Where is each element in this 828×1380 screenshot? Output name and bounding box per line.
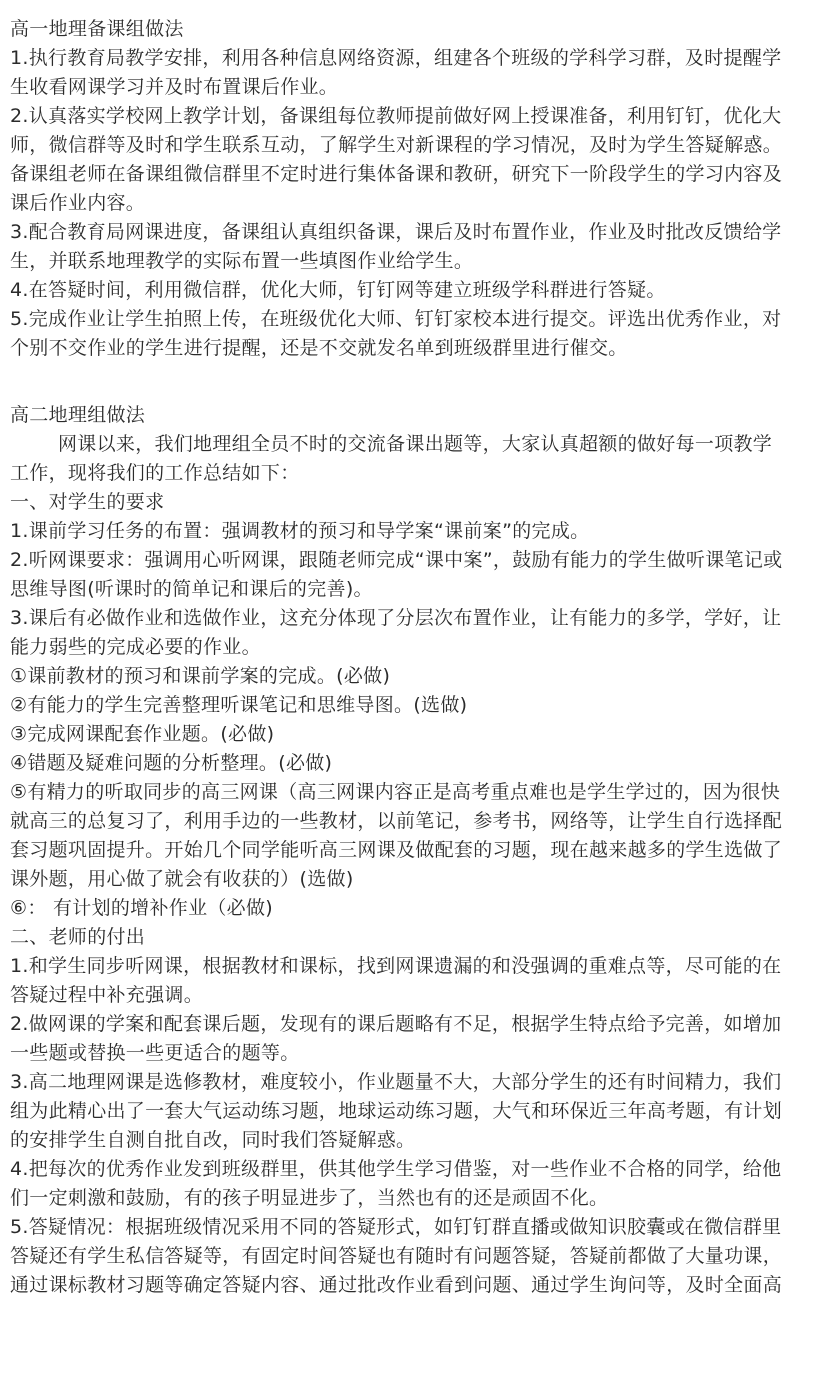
text-line: 3.课后有必做作业和选做作业，这充分体现了分层次布置作业，让有能力的多学，学好，让 bbox=[10, 607, 782, 629]
text-line: 2.听网课要求：强调用心听网课，跟随老师完成“课中案”，鼓励有能力的学生做听课笔记或 bbox=[10, 549, 783, 571]
section2-intro bbox=[10, 430, 822, 488]
text-line: 1.和学生同步听网课，根据教材和课标，找到网课遗漏的和没强调的重难点等，尽可能的在 bbox=[10, 955, 782, 977]
text-line: 4.在答疑时间，利用微信群，优化大师，钉钉网等建立班级学科群进行答疑。 bbox=[10, 279, 666, 301]
text-line: 通过课标教材习题等确定答疑内容、通过批改作业看到问题、通过学生询问等，及时全面高 bbox=[10, 1274, 783, 1296]
text-line: 课外题，用心做了就会有收获的）(选做) bbox=[10, 868, 354, 890]
text-line: 个别不交作业的学生进行提醒，还是不交就发名单到班级群里进行催交。 bbox=[10, 337, 628, 359]
text-line: ⑤有精力的听取同步的高三网课（高三网课内容正是高考重点难也是学生学过的，因为很快 bbox=[10, 781, 781, 803]
text-line: 1.执行教育局教学安排，利用各种信息网络资源，组建各个班级的学科学习群，及时提醒学 bbox=[10, 47, 782, 69]
text-line: 3.配合教育局网课进度，备课组认真组织备课，课后及时布置作业，作业及时批改反馈给学 bbox=[10, 221, 782, 243]
text-line: 生收看网课学习并及时布置课后作业。 bbox=[10, 76, 339, 98]
text-line: 们一定刺激和鼓励，有的孩子明显进步了，当然也有的还是顽固不化。 bbox=[10, 1187, 609, 1209]
text-line: 就高三的总复习了，利用手边的一些教材，以前笔记，参考书，网络等，让学生自行选择配 bbox=[10, 810, 783, 832]
text-line: 的安排学生自测自批自改，同时我们答疑解惑。 bbox=[10, 1129, 416, 1151]
text-line: 1.课前学习任务的布置：强调教材的预习和导学案“课前案”的完成。 bbox=[10, 520, 590, 542]
text-line: 师，微信群等及时和学生联系互动，了解学生对新课程的学习情况，及时为学生答疑解惑。 bbox=[10, 134, 783, 156]
text-line: 5.答疑情况：根据班级情况采用不同的答疑形式，如钉钉群直播或做知识胶囊或在微信群里 bbox=[10, 1216, 782, 1238]
text-line: 2.认真落实学校网上教学计划，备课组每位教师提前做好网上授课准备，利用钉钉，优化大 bbox=[10, 105, 782, 127]
text-line: 3.高二地理网课是选修教材，难度较小，作业题量不大，大部分学生的还有时间精力，我们 bbox=[10, 1071, 782, 1093]
text-line: ①课前教材的预习和课前学案的完成。(必做) bbox=[10, 665, 391, 687]
text-line: 二、老师的付出 bbox=[10, 926, 146, 948]
text-line: 答疑还有学生私信答疑等，有固定时间答疑也有随时有问题答疑，答疑前都做了大量功课， bbox=[10, 1245, 783, 1267]
text-line: 工作，现将我们的工作总结如下： bbox=[10, 462, 300, 484]
text-line: ④错题及疑难问题的分析整理。(必做) bbox=[10, 752, 333, 774]
text-line: 5.完成作业让学生拍照上传，在班级优化大师、钉钉家校本进行提交。评选出优秀作业，对 bbox=[10, 308, 782, 330]
section2-title: 高二地理组做法 bbox=[10, 404, 146, 426]
section-gap bbox=[10, 363, 822, 401]
text-line: 生，并联系地理教学的实际布置一些填图作业给学生。 bbox=[10, 250, 474, 272]
text-line: 2.做网课的学案和配套课后题，发现有的课后题略有不足，根据学生特点给予完善，如增加 bbox=[10, 1013, 782, 1035]
text-line: 4.把每次的优秀作业发到班级群里，供其他学生学习借鉴，对一些作业不合格的同学，给他 bbox=[10, 1158, 782, 1180]
text-line: 备课组老师在备课组微信群里不定时进行集体备课和教研，研究下一阶段学生的学习内容及 bbox=[10, 163, 783, 185]
text-line: ⑥： 有计划的增补作业（必做) bbox=[10, 897, 273, 919]
text-line: 一些题或替换一些更适合的题等。 bbox=[10, 1042, 300, 1064]
text-line: 答疑过程中补充强调。 bbox=[10, 984, 204, 1006]
text-line: 能力弱些的完成必要的作业。 bbox=[10, 636, 261, 658]
text-line: 课后作业内容。 bbox=[10, 192, 146, 214]
section1-body bbox=[10, 44, 822, 363]
section1-title: 高一地理备课组做法 bbox=[10, 18, 184, 40]
text-line: 套习题巩固提升。开始几个同学能听高三网课及做配套的习题，现在越来越多的学生选做了 bbox=[10, 839, 783, 861]
text-line: 思维导图(听课时的简单记和课后的完善)。 bbox=[10, 578, 373, 600]
text-line: ②有能力的学生完善整理听课笔记和思维导图。(选做) bbox=[10, 694, 468, 716]
text-line: ③完成网课配套作业题。(必做) bbox=[10, 723, 275, 745]
section2-body bbox=[10, 488, 822, 1300]
text-line: 组为此精心出了一套大气运动练习题，地球运动练习题，大气和环保近三年高考题，有计划 bbox=[10, 1100, 783, 1122]
text-line: 一、对学生的要求 bbox=[10, 491, 165, 513]
text-line: 网课以来，我们地理组全员不时的交流备课出题等，大家认真超额的做好每一项教学 bbox=[58, 433, 773, 455]
